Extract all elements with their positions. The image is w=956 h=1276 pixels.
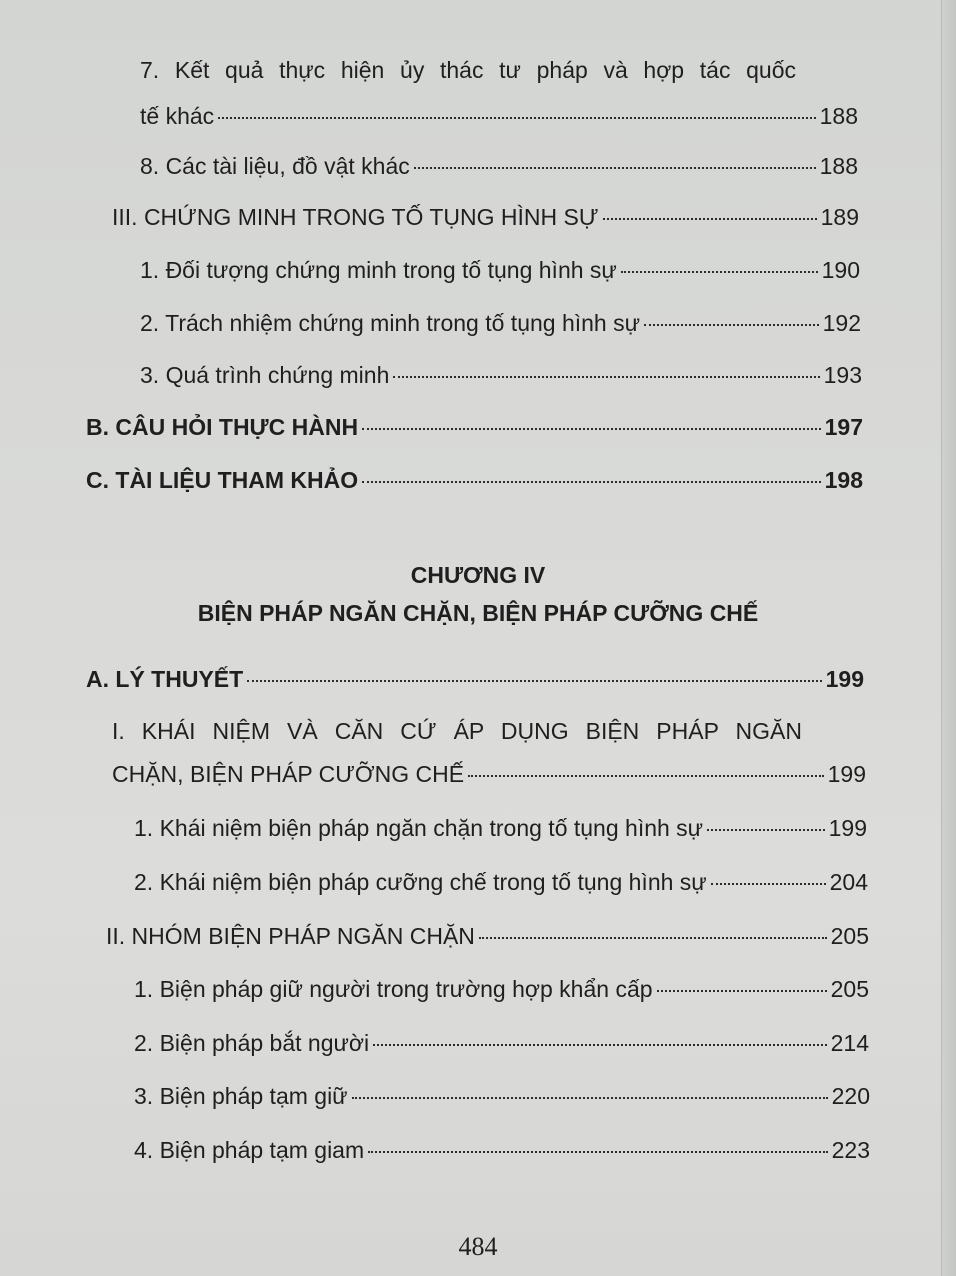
leader-dots <box>711 883 826 885</box>
toc-page-number: 199 <box>827 761 866 787</box>
leader-dots <box>362 428 821 430</box>
toc-entry <box>134 1135 870 1165</box>
toc-entry-title: C. TÀI LIỆU THAM KHẢO <box>86 467 359 493</box>
toc-entry <box>86 412 863 442</box>
leader-dots <box>218 117 815 119</box>
leader-dots <box>657 990 827 992</box>
toc-page-number: 214 <box>830 1030 869 1056</box>
leader-dots <box>362 481 820 483</box>
toc-entry-title: 7. Kết quả thực hiện ủy thác tư pháp và hợp tác quốc <box>140 57 796 83</box>
toc-page-number: 193 <box>823 362 862 388</box>
toc-page-number: 204 <box>829 869 868 895</box>
leader-dots <box>479 937 827 939</box>
leader-dots <box>368 1151 827 1153</box>
toc-entry-title: 1. Đối tượng chứng minh trong tố tụng hình sự <box>140 257 617 283</box>
toc-entry-title: 8. Các tài liệu, đồ vật khác <box>140 153 410 179</box>
toc-page-number: 188 <box>819 153 858 179</box>
toc-entry-title: 1. Biện pháp giữ người trong trường hợp khẩn cấp <box>134 976 653 1002</box>
toc-entry-title: 2. Khái niệm biện pháp cưỡng chế trong tố tụng hình sự <box>134 869 707 895</box>
toc-entry <box>134 867 868 897</box>
toc-page-number: 199 <box>825 666 864 692</box>
toc-entry-title: 3. Biện pháp tạm giữ <box>134 1083 348 1109</box>
toc-entry-title: III. CHỨNG MINH TRONG TỐ TỤNG HÌNH SỰ <box>112 204 599 230</box>
leader-dots <box>468 775 824 777</box>
toc-entry-title: 1. Khái niệm biện pháp ngăn chặn trong tố tụng hình sự <box>134 815 704 841</box>
toc-entry <box>106 921 869 951</box>
toc-entry-title: 2. Biện pháp bắt người <box>134 1030 370 1056</box>
leader-dots <box>644 324 819 326</box>
toc-entry <box>112 202 859 232</box>
toc-entry-title: II. NHÓM BIỆN PHÁP NGĂN CHẶN <box>106 923 475 949</box>
toc-entry <box>140 308 861 338</box>
chapter-label: CHƯƠNG IV <box>410 562 546 588</box>
leader-dots <box>373 1044 827 1046</box>
chapter-title: BIỆN PHÁP NGĂN CHẶN, BIỆN PHÁP CƯỠNG CHẾ <box>197 600 759 626</box>
toc-page-number: 205 <box>830 976 869 1002</box>
toc-entry <box>140 101 858 131</box>
toc-page-number: 197 <box>824 414 863 440</box>
toc-page-number: 223 <box>831 1137 870 1163</box>
toc-entry <box>140 255 860 285</box>
leader-dots <box>352 1097 828 1099</box>
toc-entry-title: A. LÝ THUYẾT <box>86 666 244 692</box>
toc-entry <box>134 813 867 843</box>
toc-page-number: 189 <box>820 204 859 230</box>
toc-entry-title: 3. Quá trình chứng minh <box>140 362 390 388</box>
toc-entry <box>112 759 866 789</box>
toc-page-number: 205 <box>830 923 869 949</box>
toc-entry <box>134 974 869 1004</box>
toc-page-number: 190 <box>821 257 860 283</box>
leader-dots <box>621 271 818 273</box>
toc-entry-title: B. CÂU HỎI THỰC HÀNH <box>86 414 359 440</box>
toc-entry <box>86 465 863 495</box>
page-number: 484 <box>458 1232 498 1261</box>
toc-page-number: 220 <box>831 1083 870 1109</box>
leader-dots <box>393 376 819 378</box>
toc-entry-title: tế khác <box>140 103 215 129</box>
page-edge <box>941 0 956 1276</box>
toc-entry-title: 4. Biện pháp tạm giam <box>134 1137 365 1163</box>
toc-entry-title: I. KHÁI NIỆM VÀ CĂN CỨ ÁP DỤNG BIỆN PHÁP NGĂN <box>112 718 802 744</box>
toc-page-number: 198 <box>824 467 863 493</box>
toc-entry <box>140 151 858 181</box>
toc-entry-title: CHẶN, BIỆN PHÁP CƯỠNG CHẾ <box>112 761 465 787</box>
toc-entry-title: 2. Trách nhiệm chứng minh trong tố tụng hình sự <box>140 310 641 336</box>
leader-dots <box>707 829 825 831</box>
toc-page-number: 192 <box>822 310 861 336</box>
leader-dots <box>603 218 817 220</box>
toc-entry <box>86 664 864 694</box>
toc-entry <box>134 1081 870 1111</box>
toc-page-number: 188 <box>819 103 858 129</box>
toc-entry <box>134 1028 869 1058</box>
toc-page-number: 199 <box>828 815 867 841</box>
leader-dots <box>414 167 816 169</box>
leader-dots <box>247 680 821 682</box>
toc-entry <box>140 360 862 390</box>
